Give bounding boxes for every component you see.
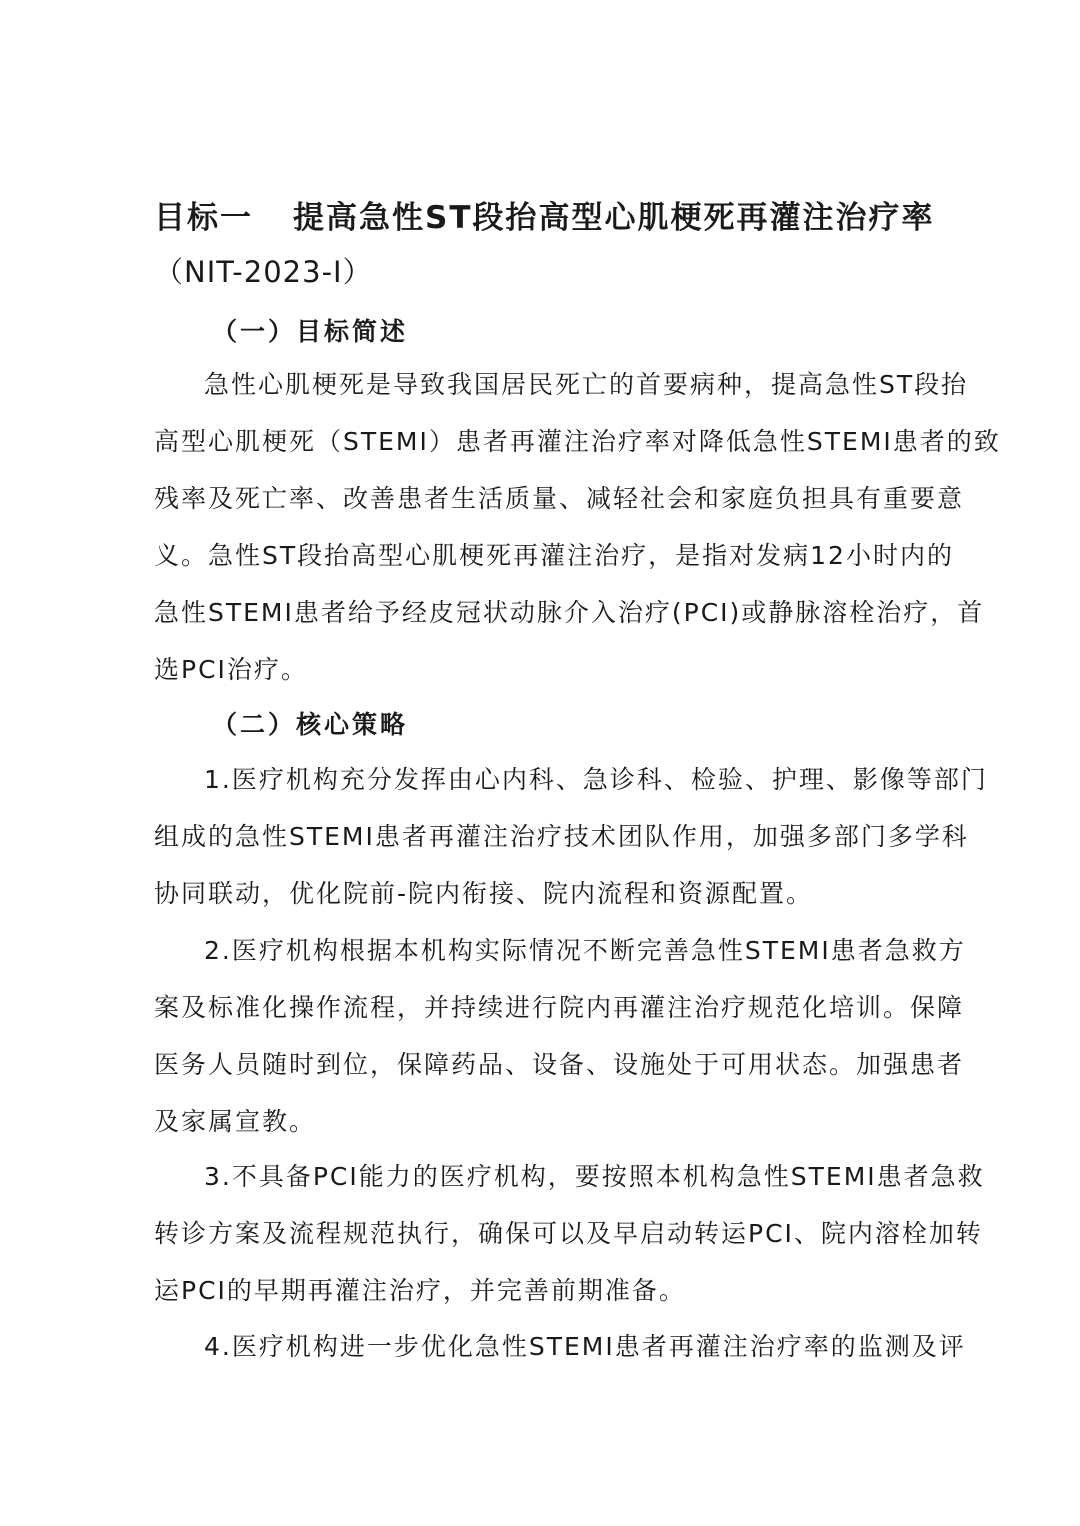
strategy-item-4 — [154, 1318, 966, 1375]
summary-paragraph — [154, 356, 1001, 698]
strategy-item-3 — [154, 1148, 985, 1319]
section-heading-strategy: （二）核心策略 — [212, 710, 409, 739]
strategy-item-2 — [154, 922, 966, 1150]
paragraph-line: 急性心肌梗死是导致我国居民死亡的首要病种，提高急性ST段抬 — [204, 370, 969, 399]
paragraph-line: 义。急性ST段抬高型心肌梗死再灌注治疗，是指对发病12小时内的 — [154, 541, 954, 570]
paragraph-line: 协同联动，优化院前-院内衔接、院内流程和资源配置。 — [154, 879, 814, 908]
paragraph-line: 及家属宣教。 — [154, 1107, 317, 1136]
paragraph-line: 残率及死亡率、改善患者生活质量、减轻社会和家庭负担具有重要意 — [154, 484, 965, 513]
paragraph-line: 选PCI治疗。 — [154, 655, 308, 684]
paragraph-line: 转诊方案及流程规范执行，确保可以及早启动转运PCI、院内溶栓加转 — [154, 1219, 983, 1248]
paragraph-line: 1.医疗机构充分发挥由心内科、急诊科、检验、护理、影像等部门 — [204, 765, 988, 794]
paragraph-line: 4.医疗机构进一步优化急性STEMI患者再灌注治疗率的监测及评 — [204, 1332, 966, 1361]
paragraph-line: 案及标准化操作流程，并持续进行院内再灌注治疗规范化培训。保障 — [154, 993, 965, 1022]
document-title — [154, 196, 944, 240]
paragraph-line: 急性STEMI患者给予经皮冠状动脉介入治疗(PCI)或静脉溶栓治疗，首 — [154, 598, 985, 627]
paragraph-line: 高型心肌梗死（STEMI）患者再灌注治疗率对降低急性STEMI患者的致 — [154, 427, 1001, 456]
paragraph-line: 组成的急性STEMI患者再灌注治疗技术团队作用，加强多部门多学科 — [154, 822, 969, 851]
paragraph-line: 3.不具备PCI能力的医疗机构，要按照本机构急性STEMI患者急救 — [204, 1162, 985, 1191]
target-code: （NIT-2023-Ⅰ） — [154, 255, 373, 289]
paragraph-line: 医务人员随时到位，保障药品、设备、设施处于可用状态。加强患者 — [154, 1050, 965, 1079]
paragraph-line: 运PCI的早期再灌注治疗，并完善前期准备。 — [154, 1276, 686, 1305]
title-main: 提高急性ST段抬高型心肌梗死再灌注治疗率 — [293, 200, 935, 236]
section-heading-summary: （一）目标简述 — [212, 317, 409, 346]
paragraph-line: 2.医疗机构根据本机构实际情况不断完善急性STEMI患者急救方 — [204, 936, 966, 965]
document-title-block — [154, 196, 944, 294]
title-prefix: 目标一 — [154, 200, 253, 236]
strategy-item-1 — [154, 751, 988, 922]
